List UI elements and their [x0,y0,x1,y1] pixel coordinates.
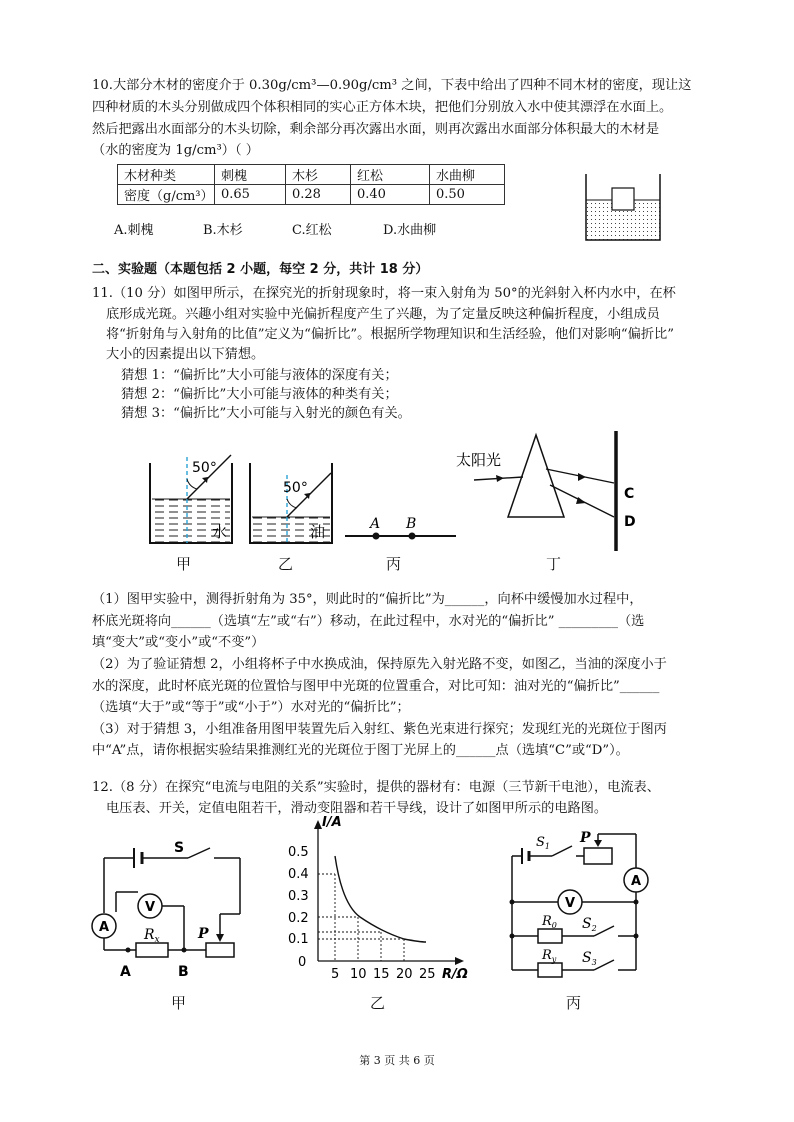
point-a-label: A [370,516,381,532]
point-a-label: A [120,964,131,980]
switch-s3-label: $S_3$ [582,950,597,967]
figure-jia [150,455,232,543]
caption-yi: 乙 [278,555,294,573]
caption-bing: 丙 [386,555,402,573]
wood-block [612,188,634,210]
wood-density-table [117,164,505,205]
q12-line-2: 电压表、开关，定值电阻若干，滑动变阻器和若干导线，设计了如图甲所示的电路图。 [106,801,608,816]
guess-2: 猜想 2：“偏折比”大小可能与液体的种类有关； [121,387,398,402]
option-b: B.木杉 [203,223,243,238]
table-cell: 0.28 [286,185,351,205]
x-tick: 5 [331,967,340,982]
point-b-label: B [406,516,417,532]
q11-part1-c: 填“变大”或“变小”或“不变”） [92,635,265,650]
table-header-cell: 水曲柳 [430,165,505,185]
q11-line-2: 底形成光斑。兴趣小组对实验中光偏折程度产生了兴趣，为了定量反映这种偏折程度，小组成员 [106,307,660,322]
x-tick: 25 [419,967,436,982]
guess-3: 猜想 3：“偏折比”大小可能与入射光的颜色有关。 [121,406,411,421]
point-c-label: C [624,486,635,502]
q11-part2-c: （选填“大于”或“等于”或“小于”）水对光的“偏折比”； [92,700,410,715]
guess-1: 猜想 1：“偏折比”大小可能与液体的深度有关； [121,368,398,383]
caption-bing-12: 丙 [566,994,582,1012]
option-d: D.水曲柳 [383,223,437,238]
y-tick: 0.2 [288,911,309,926]
resistor-ry-label: $R_y$ [542,948,557,964]
ammeter-a-label: A [631,874,642,889]
table-header-cell: 木材种类 [118,165,215,185]
q11-part3-a: （3）对于猜想 3，小组准备用图甲装置先后入射红、紫色光束进行探究；发现红光的光斑位于图丙 [92,722,667,737]
table-header-cell: 木杉 [286,165,351,185]
option-a: A.刺槐 [114,223,154,238]
angle-label: 50° [283,480,308,496]
q10-line-1: 10.大部分木材的密度介于 0.30g/cm³—0.90g/cm³ 之间，下表中给出了四种不同木材的密度，现让这 [92,78,692,93]
table-cell: 0.40 [351,185,430,205]
ammeter-a-label: A [99,920,110,935]
caption-ding: 丁 [546,555,562,573]
voltmeter-v-label: V [145,900,156,915]
sunlight-label: 太阳光 [456,451,502,469]
section-2-title: 二、实验题（本题包括 2 小题，每空 2 分，共计 18 分） [92,262,429,277]
circuit-jia [90,836,250,986]
q11-part2-b: 水的深度，此时杯底光斑的位置恰与图甲中光斑的位置重合，对比可知：油对光的“偏折比”______ [92,679,660,694]
table-cell: 密度（g/cm³） [118,185,215,205]
x-tick: 10 [350,967,367,982]
figure-ding [456,431,636,551]
page-footer: 第 3 页 共 6 页 [359,1054,435,1067]
table-header-cell: 刺槐 [215,165,286,185]
q11-part2-a: （2）为了验证猜想 2，小组将杯子中水换成油，保持原先入射光路不变，如图乙，当油的深度小于 [92,657,667,672]
y-tick: 0 [298,955,307,970]
switch-s1-label: $S_1$ [536,835,550,851]
q10-line-4: （水的密度为 1g/cm³）（ ） [92,143,259,158]
q11-figures [140,425,660,555]
q11-line-3: 将“折射角与入射角的比值”定义为“偏折比”。根据所学物理知识和生活经验，他们对影响“偏折比” [106,327,674,342]
circuit-bing [500,822,670,988]
q11-part1-a: （1）图甲实验中，测得折射角为 35°，则此时的“偏折比”为______，向杯中缓慢加水过程中， [92,592,643,607]
water-label: 水 [212,523,228,541]
figure-bing [345,516,456,540]
resistor-rx-label: $R_x$ [144,927,160,945]
y-tick: 0.3 [288,889,309,904]
caption-jia-12: 甲 [171,994,187,1012]
table-cell: 0.50 [430,185,505,205]
table-cell: 0.65 [215,185,286,205]
switch-s-label: S [174,840,185,856]
floating-block-figure [578,170,668,246]
y-tick: 0.1 [288,932,309,947]
q11-line-1: 11.（10 分）如图甲所示，在探究光的折射现象时，将一束入射角为 50°的光斜射入杯内水中，在杯 [92,286,676,301]
option-c: C.红松 [292,223,332,238]
x-axis-label: R/Ω [442,967,468,982]
point-d-label: D [624,514,636,530]
table-header-cell: 红松 [351,165,430,185]
oil-label: 油 [310,523,326,541]
graph-yi [282,816,482,988]
q11-part1-b: 杯底光斑将向______（选填“左”或“右”）移动，在此过程中，水对光的“偏折比” _________（选 [92,614,645,629]
switch-s2-label: $S_2$ [582,916,597,933]
x-tick: 15 [373,967,390,982]
angle-label: 50° [192,460,217,476]
resistor-r0-label: $R_0$ [542,914,557,930]
q12-line-1: 12.（8 分）在探究“电流与电阻的关系”实验时，提供的器材有：电源（三节新干电池），电流表、 [92,780,660,795]
q11-line-4: 大小的因素提出以下猜想。 [106,347,265,362]
voltmeter-v-label: V [565,896,576,911]
y-tick: 0.4 [288,867,309,882]
point-b-label: B [178,964,189,980]
slider-p-label: P [580,830,591,846]
y-axis-label: I/A [322,816,342,830]
y-tick: 0.5 [288,845,309,860]
slider-p-label: P [198,926,209,942]
q10-line-3: 然后把露出水面部分的木头切除，剩余部分再次露出水面，则再次露出水面部分体积最大的木材是 [92,122,660,137]
x-tick: 20 [396,967,413,982]
q11-part3-b: 中“A”点，请你根据实验结果推测红光的光斑位于图丁光屏上的______点（选填“C”或“D”）。 [92,743,629,758]
caption-yi-12: 乙 [370,994,386,1012]
figure-yi [250,463,332,543]
caption-jia: 甲 [176,555,192,573]
q10-line-2: 四种材质的木头分别做成四个体积相同的实心正方体木块，把他们分别放入水中使其漂浮在水面上。 [92,100,673,115]
